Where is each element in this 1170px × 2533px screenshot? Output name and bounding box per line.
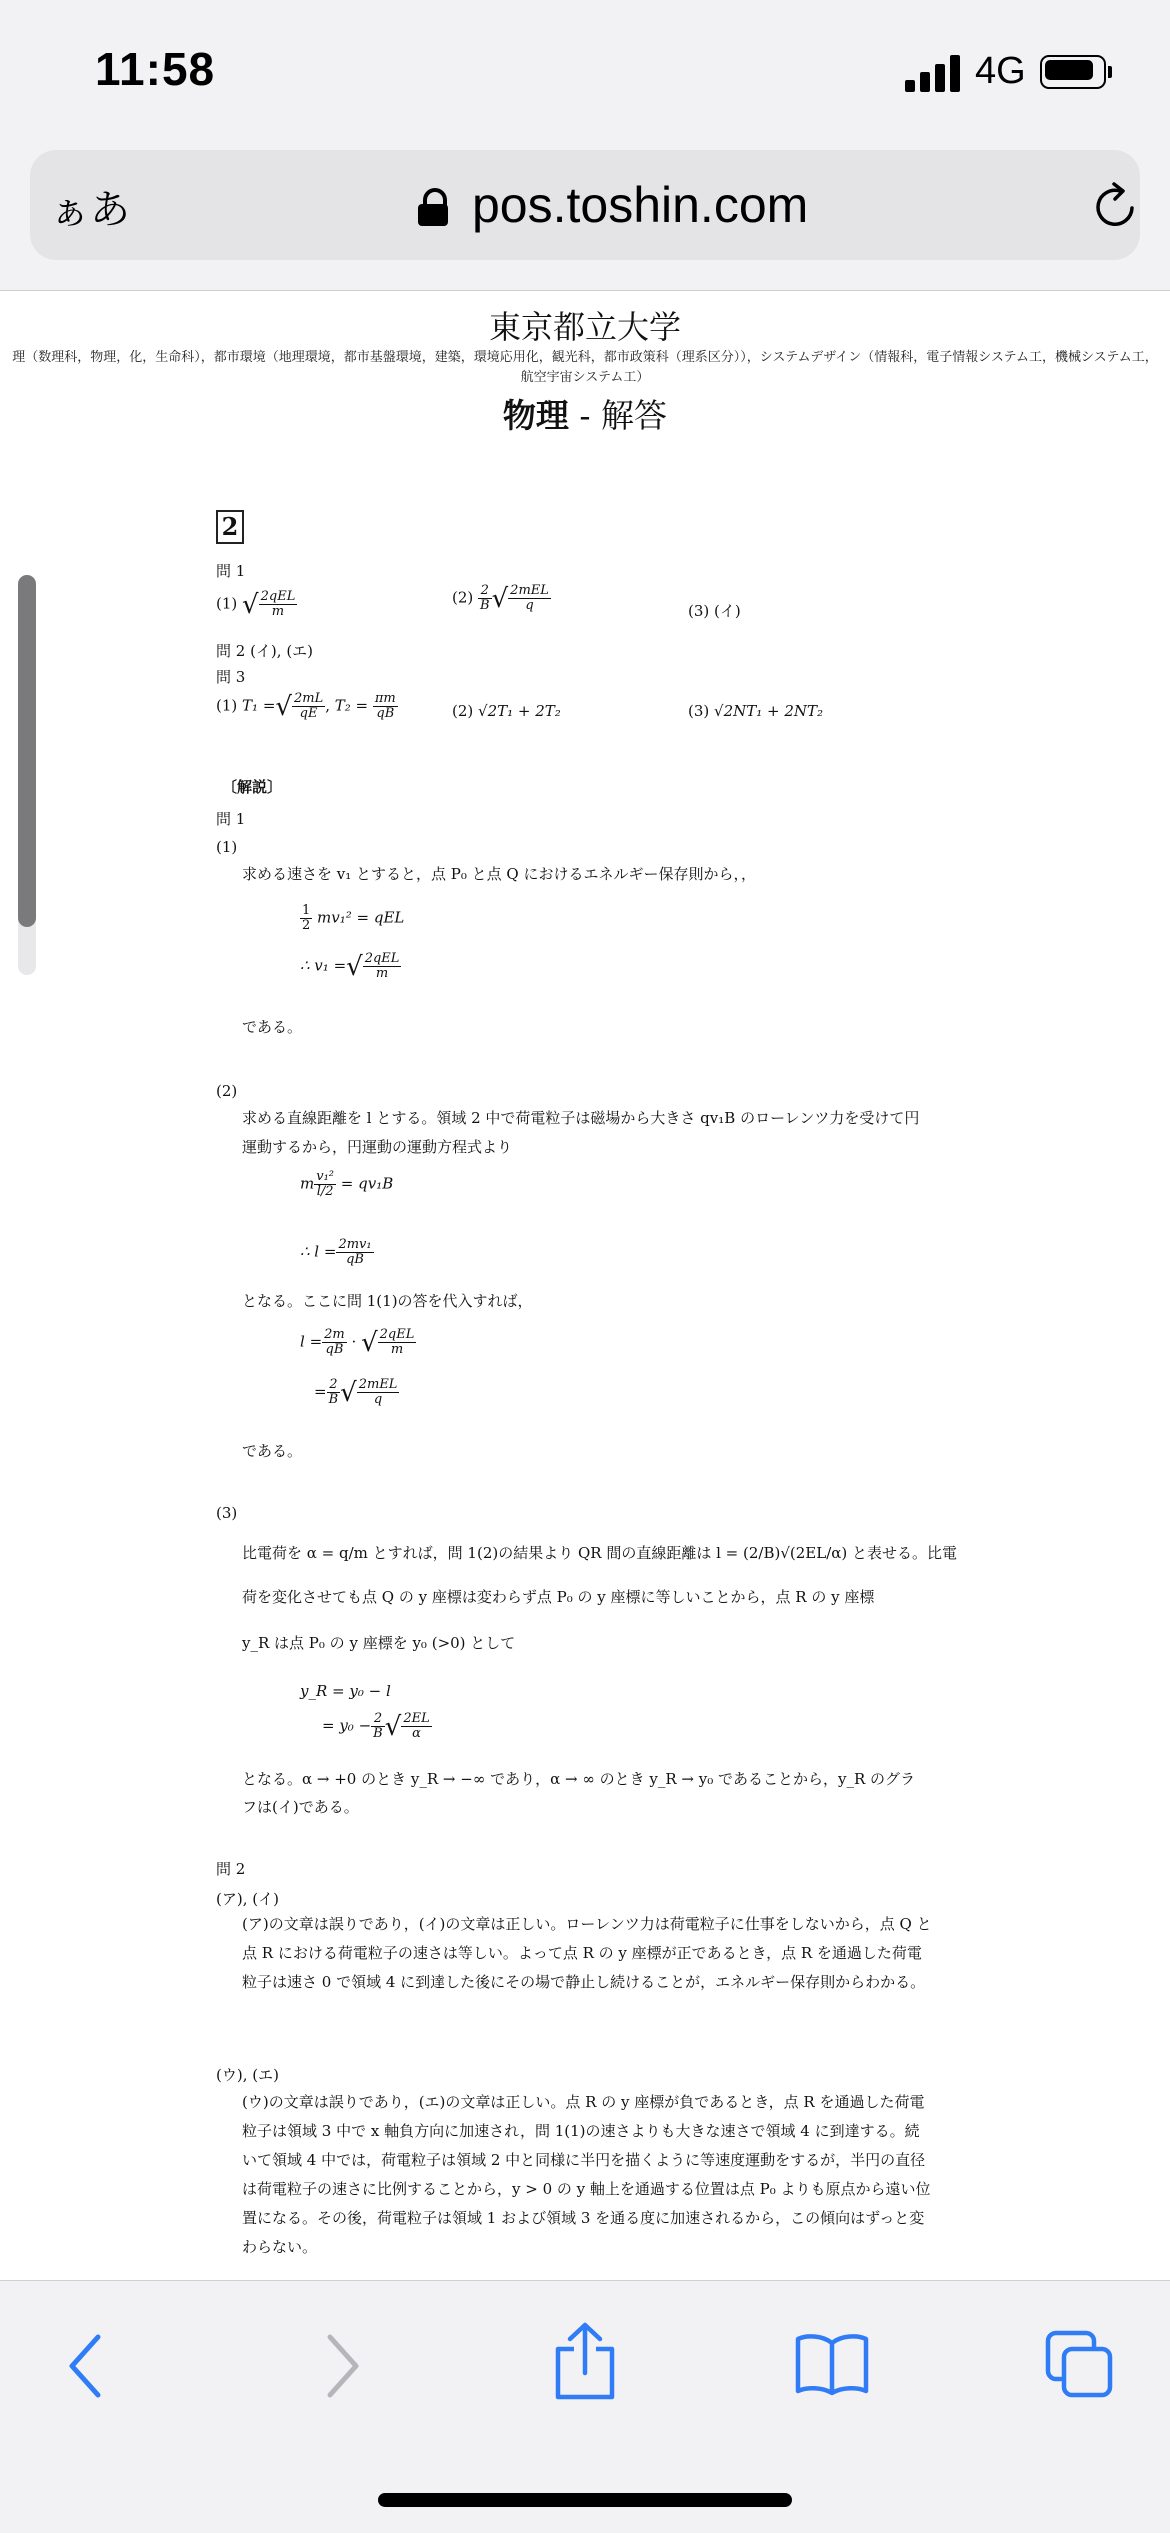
explanation-mon1: 問 1 <box>216 810 246 828</box>
tabs-icon[interactable] <box>1044 2329 1114 2399</box>
answer-3-1: (1) T₁ =√ $\frac{2mL}{qE}$ , T₂ = $\frac{\pi m}{qB}$ <box>216 691 396 722</box>
explanation-p3-end2: フは(イ)である。 <box>242 1798 359 1816</box>
document-page <box>0 292 1170 2280</box>
equation-yr: y_R = y₀ − l <box>300 1682 391 1700</box>
address-bar[interactable] <box>30 150 1140 260</box>
answer-mon2: 問 2 (イ), (エ) <box>216 642 314 660</box>
answer-3-3-label: (3) <box>688 702 710 720</box>
equation-energy: $\frac{1}{2}$ mv₁² = qEL <box>302 903 405 933</box>
status-time: 11:58 <box>95 43 216 95</box>
explanation-p3-line2: 荷を変化させても点 Q の y 座標は変わらず点 P₀ の y 座標に等しいことから，点 R の y 座標 <box>242 1588 875 1606</box>
explanation-p3-label: (3) <box>216 1504 238 1522</box>
explanation-p2-end: である。 <box>242 1442 303 1460</box>
equation-l-sub: l = $\frac{2m}{qB}$ · √ $\frac{\text{2qEL}}{m}$ <box>300 1327 415 1358</box>
university-title: 東京都立大学 <box>488 308 681 346</box>
equation-l: ∴ l = $\frac{\text{2mv₁}}{qB}$ <box>300 1237 372 1267</box>
subject-title <box>0 390 1170 437</box>
scrollbar-track[interactable] <box>18 575 36 975</box>
answer-3-2-label: (2) <box>452 702 474 720</box>
bookmarks-icon[interactable] <box>794 2331 870 2397</box>
subject-name: 物理 <box>502 396 569 435</box>
explanation-q2b-label: (ウ), (エ) <box>216 2066 279 2084</box>
faculty-list: 理（数理科，物理，化，生命科），都市環境（地理環境，都市基盤環境，建築，環境応用化，観光科，都市政策科（理系区分）），システムデザイン（情報科，電子情報システム工，機械システム工，航空宇宙システム工） <box>12 350 1158 385</box>
explanation-q2a-label: (ア), (イ) <box>216 1890 279 1908</box>
share-icon[interactable] <box>552 2321 618 2401</box>
url-text[interactable]: pos.toshin.com <box>472 177 809 233</box>
equation-yr-result: = y₀ − $\frac{2}{B}$ √ $\frac{2EL}{\alpha}$ <box>322 1711 430 1742</box>
answer-1-2-label: (2) <box>452 588 474 607</box>
explanation-p1-text: 求める速さを v₁ とすると，点 P₀ と点 Q におけるエネルギー保存則から，， <box>242 865 757 883</box>
status-bar <box>0 0 1170 150</box>
answer-3-3: (3) √2NT₁ + 2NT₂ <box>688 702 824 720</box>
explanation-p2-text: 求める直線距離を l とする。領域 2 中で荷電粒子は磁場から大きさ qv₁B のローレンツ力を受けて円運動するから，円運動の運動方程式より <box>242 1109 920 1156</box>
answer-1-3: (3) (イ) <box>688 602 741 620</box>
equation-l-result: = $\frac{2}{B}$ √ $\frac{\text{2mEL}}{q}$ <box>314 1377 398 1408</box>
reload-icon[interactable] <box>1090 180 1142 232</box>
explanation-mon2: 問 2 <box>216 1860 246 1878</box>
battery-icon <box>1040 55 1110 89</box>
explanation-p3-line1: 比電荷を α = q/m とすれば，問 1(2)の結果より QR 間の直線距離は l = (2/B)√(2EL/α) と表せる。比電 <box>242 1544 958 1562</box>
lock-icon <box>418 188 448 226</box>
explanation-q2a-text: (ア)の文章は誤りであり，(イ)の文章は正しい。ローレンツ力は荷電粒子に仕事をしないから，点 Q と点 R における荷電粒子の速さは等しい。よって点 R の y 座標が正であるとき，点 R を通過した荷電粒子は速さ 0 で領域 4 に到達した後にその場で静止し続けることが，エネルギー保存則からわかる。 <box>242 1915 932 1991</box>
answer-3-2: (2) √2T₁ + 2T₂ <box>452 702 561 720</box>
back-icon[interactable] <box>62 2331 112 2401</box>
explanation-p1-label: (1) <box>216 838 238 856</box>
explanation-header: 〔解説〕 <box>222 778 283 796</box>
answer-1-1: (1) √ $\frac{\text{2qEL}}{m}$ <box>216 589 296 620</box>
explanation-p2-label: (2) <box>216 1082 238 1100</box>
answer-1-1-label: (1) <box>216 594 238 613</box>
page-settings-button[interactable]: ぁあ <box>50 187 130 233</box>
answer-mon1-label: 問 1 <box>216 562 246 580</box>
answer-1-2: (2) $\frac{2}{B}$ √ $\frac{\text{2mEL}}{q}$ <box>452 583 549 614</box>
address-area <box>0 150 1170 291</box>
scrollbar-thumb[interactable] <box>18 575 36 927</box>
explanation-p2-mid: となる。ここに問 1(1)の答を代入すれば， <box>242 1292 533 1310</box>
explanation-p3-line3: y_R は点 P₀ の y 座標を y₀ (>0) として <box>242 1634 516 1652</box>
forward-icon[interactable] <box>316 2331 366 2401</box>
question-number-box: 2 <box>216 510 244 544</box>
answer-3-1-label: (1) <box>216 696 238 715</box>
subject-suffix: - 解答 <box>568 396 668 435</box>
explanation-q2b-text: (ウ)の文章は誤りであり，(エ)の文章は正しい。点 R の y 座標が負であるとき，点 R を通過した荷電粒子は領域 3 中で x 軸負方向に加速され，問 1(1)の速さよりも大きな速さで領域 4 に到達する。続いて領域 4 中では，荷電粒子は領域 2 中と同様に半円を描くように等速度運動をするが，半円の直径は荷電粒子の速さに比例することから，y > 0 の y 軸上を通過する位置は点 P₀ よりも原点から遠い位置になる。その後，荷電粒子は領域 1 および領域 3 を通る度に加速されるから，この傾向はずっと変わらない。 <box>242 2093 931 2256</box>
explanation-p1-end: である。 <box>242 1018 303 1036</box>
home-indicator[interactable] <box>378 2493 792 2507</box>
network-type: 4G <box>975 50 1026 92</box>
signal-strength-icon <box>905 54 961 92</box>
answer-mon3-label: 問 3 <box>216 668 246 686</box>
explanation-p3-end1: となる。α → +0 のとき y_R → −∞ であり，α → ∞ のとき y_R → y₀ であることから，y_R のグラ <box>242 1770 916 1788</box>
equation-v1: ∴ v₁ =√ $\frac{\text{2qEL}}{m}$ <box>300 951 400 982</box>
equation-motion: m $\frac{\text{v₁²}}{l/2}$ = qv₁B <box>300 1169 394 1199</box>
